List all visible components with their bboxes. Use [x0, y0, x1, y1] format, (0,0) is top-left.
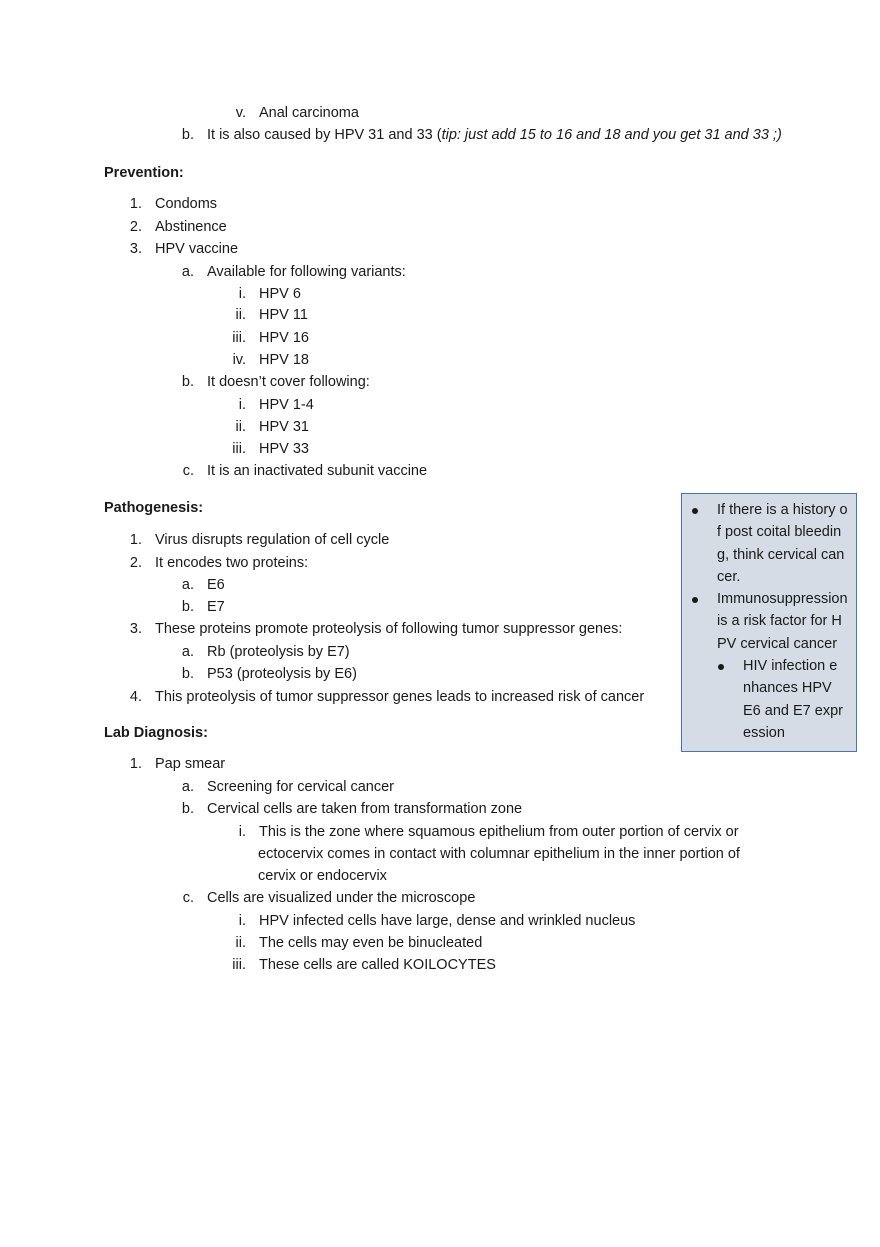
callout-sub-bullet: HIV infection enhances HPV E6 and E7 expression [743, 658, 843, 742]
tip-text: tip: just add 15 to 16 and 18 and you get 31 and 33 ;) [441, 127, 782, 143]
document-page: v. Anal carcinoma b. It is also caused by HPV 31 and 33 (tip: just add 15 to 16 and 18 and you get 31 and 33 ;) Prevention: 1. Condoms 2. Abstinence 3. HPV vaccine a. Available for following variants: i. HPV 6 ii. HPV 11 iii. HPV 16 iv. HPV 18 b. It doesn’t cover following: i. HPV 1-4 ii. HPV 31 iii. HPV 33 c. It is an inactivated subunit vaccine Pathogenesis: 1. Virus disrupts regulation of cell cycle 2. It encodes two proteins: a. E6 b. E7 3. These proteins promote proteolysis of following tumor suppressor genes: a. Rb (proteolysis by E7) b. P53 (proteolysis by E6) 4. This proteolysis of tumor suppressor genes leads to increased risk of cancer Lab Diagnosis: 1. Pap smear a. Screening for cervical cancer b. Cervical cells are taken from transformation zone i. This is the zone where squamous epithelium from outer portion of cervix or ectocervix comes in contact with columnar epithelium in the inner portion of cervix or endocervix c. Cells are visualized under the microscope i. HPV infected cells have large, dense and wrinkled nucleus ii. The cells may even be binucleated iii. These cells are called KOILOCYTES If there is a history of post coital bleeding, think cervical cancer. Immunosuppression is a risk factor for HPV cervical cancer HIV infection enhances HPV E6 and E7 expression [0, 0, 880, 1247]
section-heading-prevention: Prevention: [104, 165, 184, 181]
callout-box [681, 493, 857, 752]
callout-bullet: Immunosuppression is a risk factor for HPV cervical cancer [717, 591, 848, 652]
bullet-icon [692, 597, 698, 603]
bullet-icon [718, 664, 724, 670]
callout-bullet: If there is a history of post coital bleeding, think cervical cancer. [717, 502, 848, 586]
section-heading-pathogenesis: Pathogenesis: [104, 500, 204, 516]
section-heading-lab-diagnosis: Lab Diagnosis: [104, 725, 208, 741]
bullet-icon [692, 508, 698, 514]
